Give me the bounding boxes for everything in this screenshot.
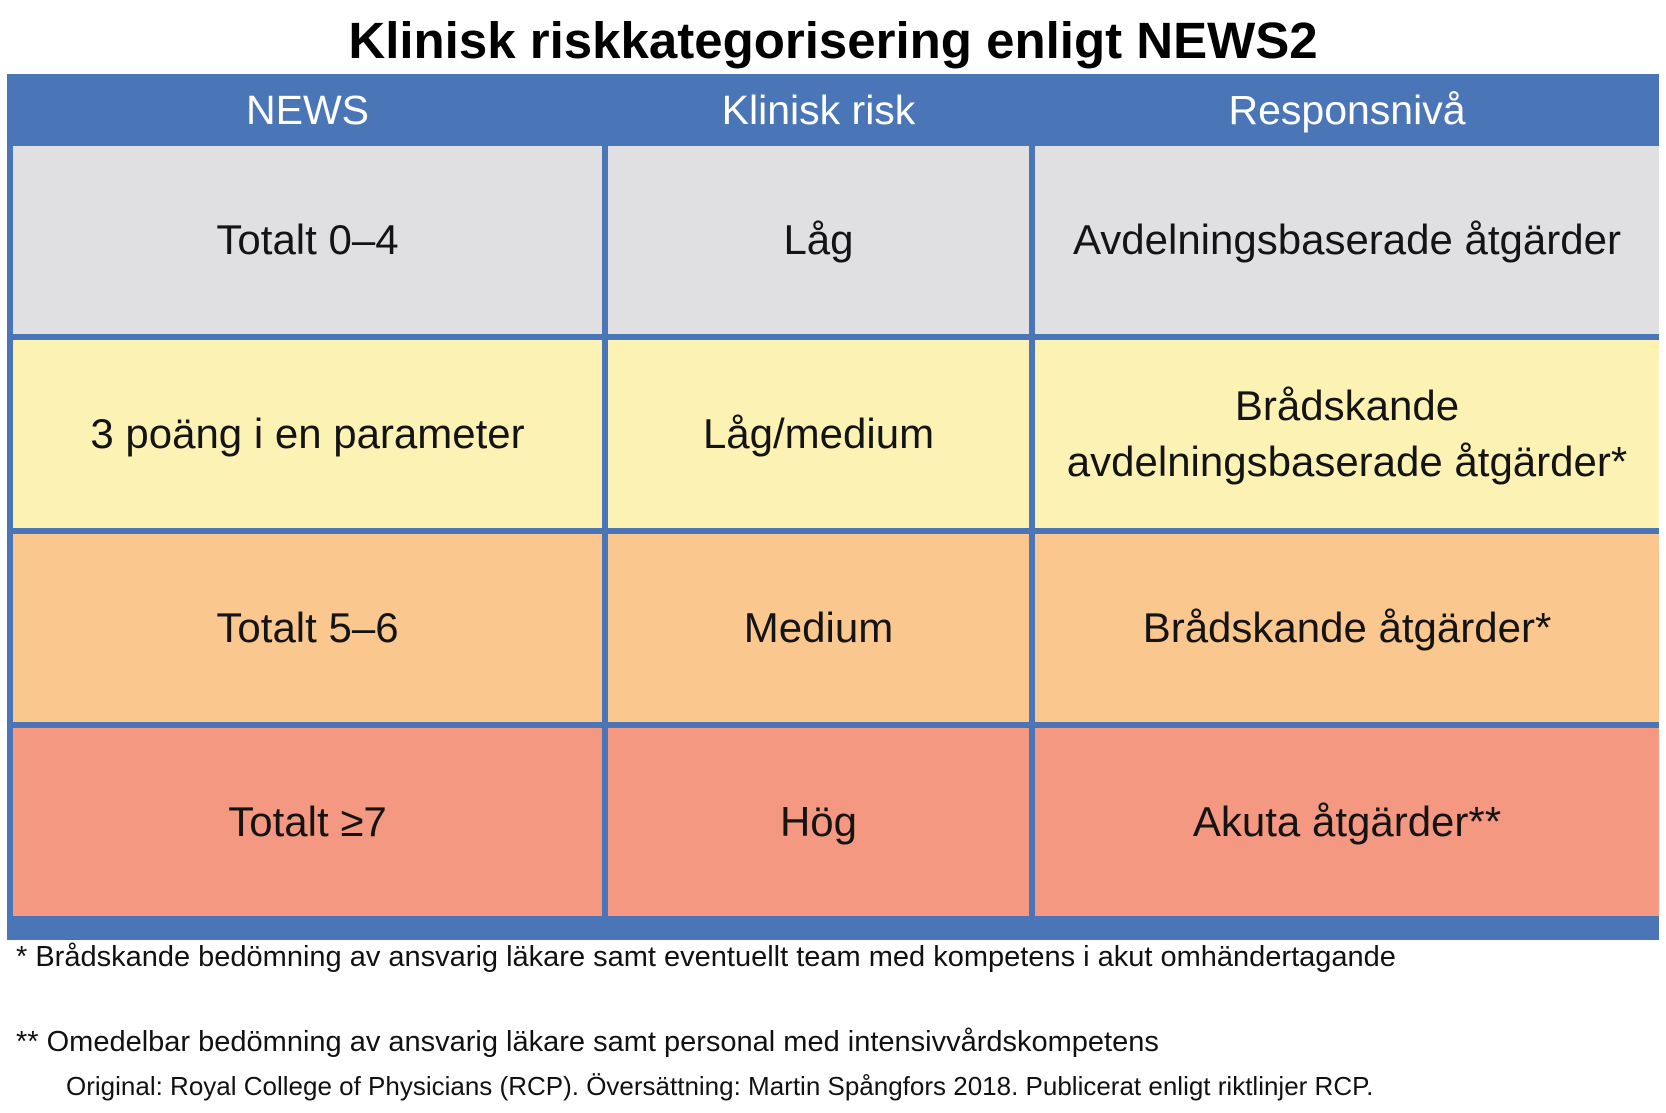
row-high-response: Akuta åtgärder** [1035, 728, 1659, 916]
row-low-response: Avdelningsbaserade åtgärder [1035, 146, 1659, 334]
header-response-level: Responsnivå [1228, 86, 1466, 133]
risk-table [7, 74, 1659, 940]
footnote-double-asterisk: ** Omedelbar bedömning av ansvarig läkare samt personal med intensivvårdskompetens [16, 1026, 1159, 1058]
row-high-risk: Hög [608, 728, 1029, 916]
row-low-news: Totalt 0–4 [13, 146, 602, 334]
header-clinical-risk: Klinisk risk [721, 86, 916, 133]
row-lowmed-risk: Låg/medium [608, 340, 1029, 528]
row-med-news: Totalt 5–6 [13, 534, 602, 722]
source-credit: Original: Royal College of Physicians (RCP). Översättning: Martin Spångfors 2018. Publicerat enligt riktlinjer RCP. [66, 1071, 1374, 1101]
footnote-single-asterisk: * Brådskande bedömning av ansvarig läkare samt eventuellt team med kompetens i akut omhändertagande [16, 941, 1396, 973]
row-lowmed-news: 3 poäng i en parameter [13, 340, 602, 528]
row-lowmed-response-line1: Brådskande [1234, 382, 1460, 429]
row-low-risk: Låg [608, 146, 1029, 334]
row-lowmed-response-line2: avdelningsbaserade åtgärder* [1066, 438, 1628, 485]
row-med-risk: Medium [608, 534, 1029, 722]
page-title: Klinisk riskkategorisering enligt NEWS2 [348, 12, 1318, 69]
row-lowmed-response [1035, 340, 1659, 528]
row-med-response: Brådskande åtgärder* [1035, 534, 1659, 722]
header-news: NEWS [246, 86, 369, 133]
row-high-news: Totalt ≥7 [13, 728, 602, 916]
